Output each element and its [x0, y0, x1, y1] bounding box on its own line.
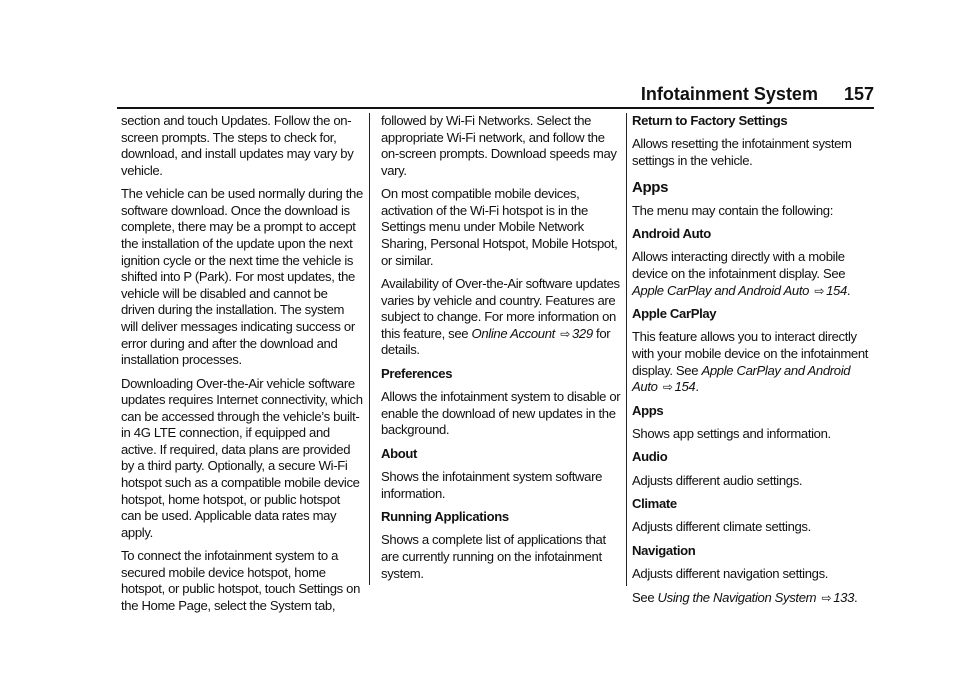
column-2	[381, 113, 621, 589]
subheading: Android Auto	[632, 225, 711, 241]
paragraph: Shows a complete list of applications that are currently running on the infotainment system.	[381, 532, 606, 581]
column-3	[632, 113, 878, 613]
paragraph: Adjusts different climate settings.	[632, 519, 811, 535]
page-reference[interactable]: 329	[571, 325, 593, 341]
paragraph: See Using the Navigation System ⇨ 133.	[632, 589, 858, 605]
subheading: Apple CarPlay	[632, 305, 717, 321]
subheading: Apps	[632, 402, 664, 418]
column-1	[121, 113, 363, 621]
paragraph: Adjusts different navigation settings.	[632, 566, 829, 582]
paragraph: The vehicle can be used normally during the software download. Once the download is complete, there may be a prompt to accept the installation of the update upon the next ignition cycle or the next time the vehicle is shifted into P (Park). For most updates, the vehicle will be disabled and cannot be driven during the installation. The system will deliver messages indicating success or error during and after the download and installation processes.	[121, 186, 363, 368]
cross-reference-link[interactable]: Online Account	[471, 325, 555, 341]
cross-reference-link[interactable]: Apple CarPlay and Android Auto	[632, 282, 810, 298]
cross-reference-link[interactable]: Using the Navigation System	[657, 589, 817, 605]
paragraph: Allows resetting the infotainment system settings in the vehicle.	[632, 136, 852, 168]
paragraph: Shows the infotainment system software information.	[381, 469, 603, 501]
paragraph: The menu may contain the following:	[632, 202, 834, 218]
cross-reference-link[interactable]: Apple CarPlay and Android Auto	[632, 362, 851, 395]
paragraph: On most compatible mobile devices, activation of the Wi-Fi hotspot is in the Settings menu under Mobile Network Sharing, Personal Hotspot, Mobile Hotspot, or similar.	[381, 186, 618, 268]
page-reference[interactable]: 154	[674, 379, 696, 395]
page-arrow-icon: ⇨	[821, 590, 832, 605]
page-reference[interactable]: 154	[826, 282, 847, 298]
paragraph: section and touch Updates. Follow the on-screen prompts. The steps to check for, download, and install updates may vary by vehicle.	[121, 113, 354, 178]
paragraph: Allows interacting directly with a mobile device on the infotainment display. See Apple CarPlay and Android Auto ⇨ 154.	[632, 249, 851, 298]
paragraph: To connect the infotainment system to a secured mobile device hotspot, home hotspot, or public hotspot, touch Settings on the Home Page, select the System tab,	[121, 548, 361, 614]
header-rule	[117, 107, 874, 109]
paragraph: Availability of Over-the-Air software updates varies by vehicle and country. Features are subject to change. For more information on this feature, see Online Account ⇨ 329 for details.	[381, 275, 620, 358]
paragraph: Shows app settings and information.	[632, 425, 831, 441]
page-header	[641, 84, 874, 105]
paragraph: Downloading Over-the-Air vehicle software updates requires Internet connectivity, which can be accessed through the vehicle’s built-in 4G LTE connection, if equipped and active. If required, data plans are provided by a third party. Optionally, a secure Wi-Fi hotspot such as a compatible mobile device hotspot, home hotspot, or public hotspot can be used. Applicable data rates may apply.	[121, 375, 363, 540]
subheading: Preferences	[381, 365, 453, 381]
paragraph: Adjusts different audio settings.	[632, 472, 803, 488]
subheading: Audio	[632, 449, 668, 465]
subheading: Climate	[632, 496, 677, 512]
page-arrow-icon: ⇨	[662, 380, 673, 395]
section-heading: Apps	[632, 178, 669, 196]
page-arrow-icon: ⇨	[560, 326, 570, 341]
page-number: 157	[843, 84, 874, 104]
subheading: Navigation	[632, 542, 696, 558]
column-divider	[626, 113, 627, 586]
subheading: Running Applications	[381, 509, 509, 525]
subheading: About	[381, 445, 418, 461]
paragraph: This feature allows you to interact directly with your mobile device on the infotainment display. See Apple CarPlay and Android Auto ⇨ 154.	[632, 329, 869, 395]
section-title: Infotainment System	[640, 84, 818, 104]
page-reference[interactable]: 133	[833, 589, 855, 605]
paragraph: followed by Wi-Fi Networks. Select the appropriate Wi-Fi network, and follow the on-screen prompts. Download speeds may vary.	[381, 113, 617, 178]
page-arrow-icon: ⇨	[814, 283, 825, 298]
column-divider	[369, 113, 370, 585]
subheading: Return to Factory Settings	[632, 113, 788, 128]
paragraph: Allows the infotainment system to disable or enable the download of new updates in the background.	[381, 389, 621, 438]
